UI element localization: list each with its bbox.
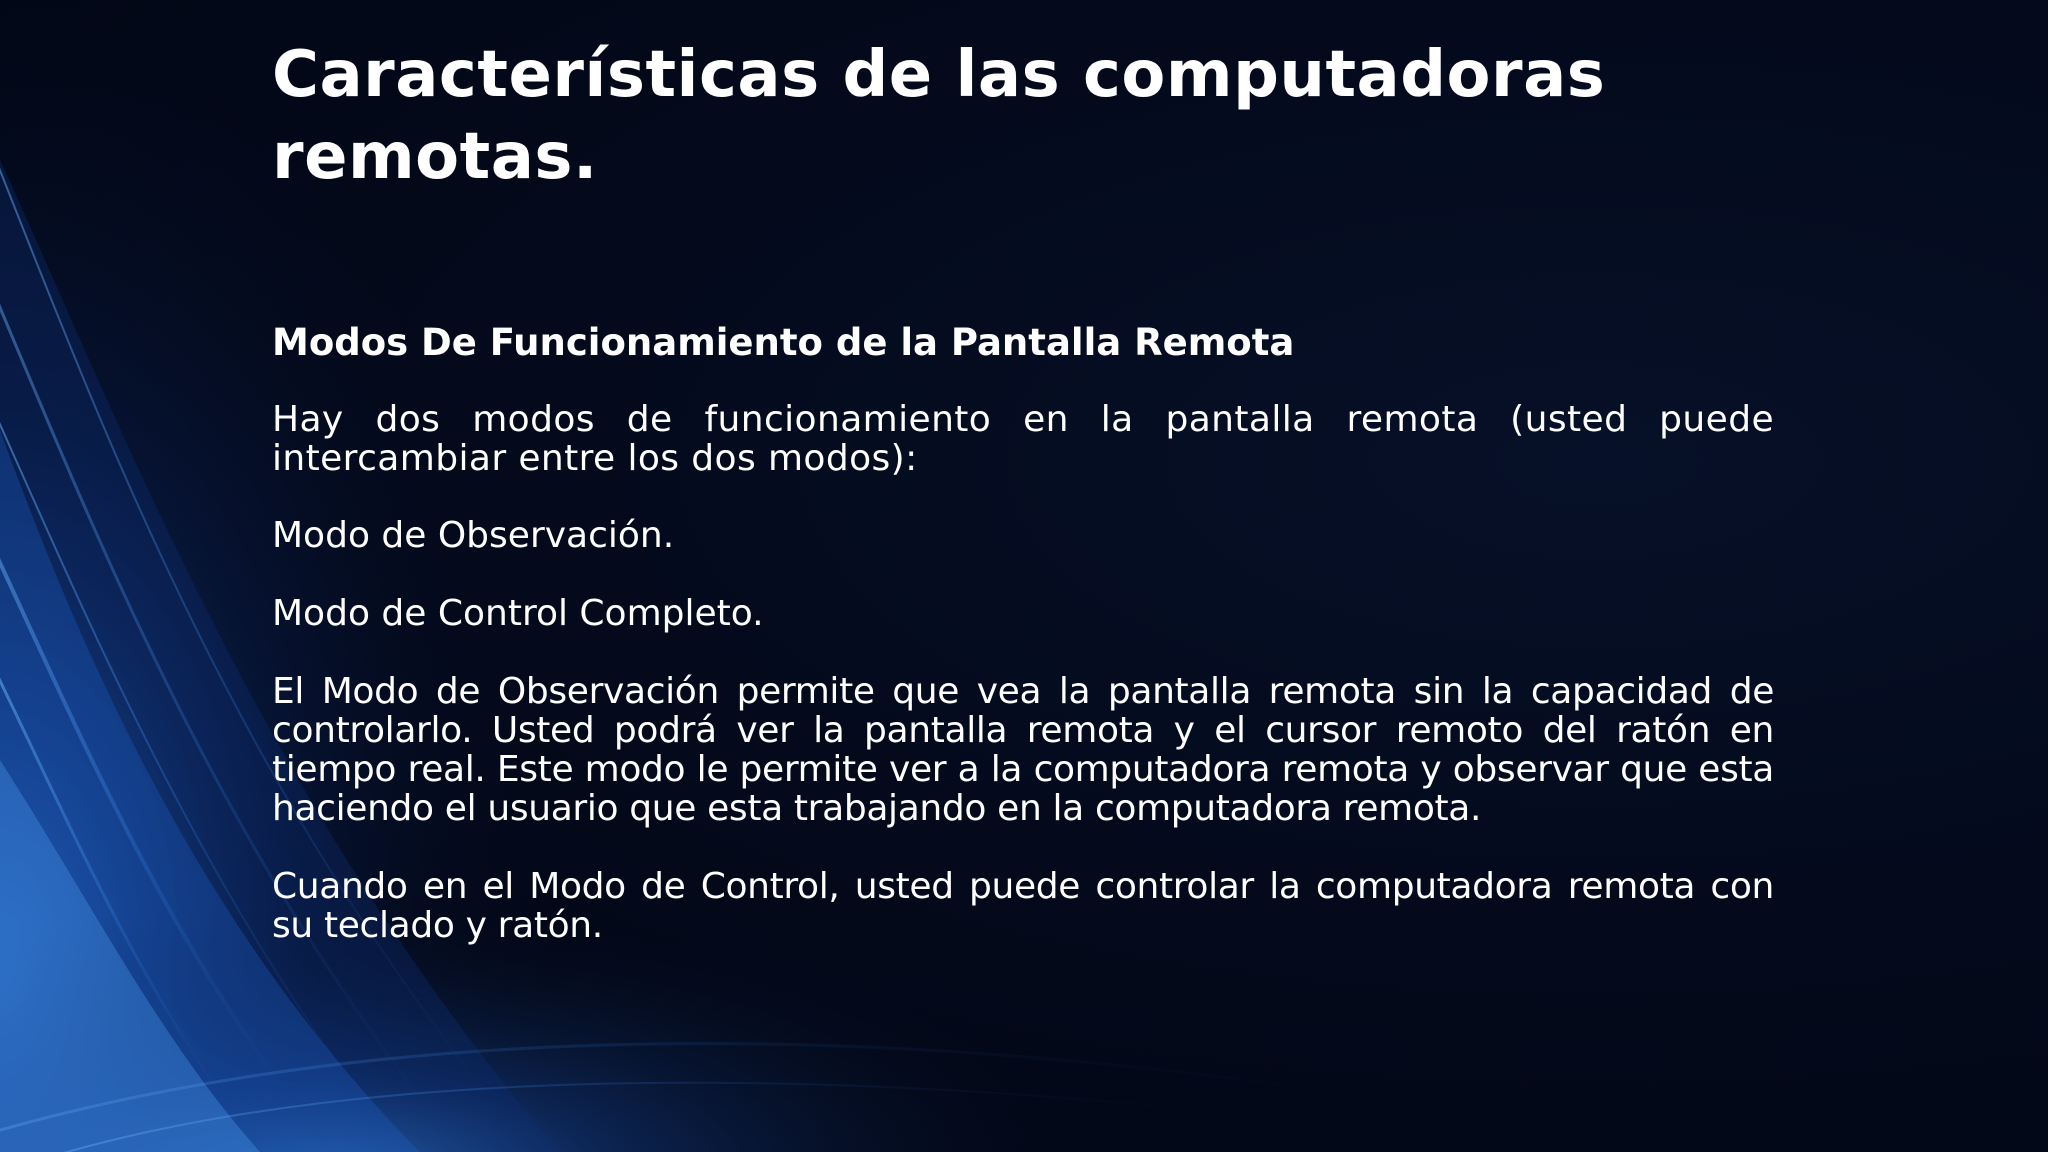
section-heading: Modos De Funcionamiento de la Pantalla Remota <box>272 321 1295 364</box>
mode-observation-item: Modo de Observación. <box>272 515 675 556</box>
mode-control-item: Modo de Control Completo. <box>272 593 764 634</box>
observation-description-paragraph: El Modo de Observación permite que vea la pantalla remota sin la capacidad de controlarlo. Usted podrá ver la pantalla remota y el cursor remoto del ratón en tiempo real. Este modo le permite ver a la computadora remota y observar que esta haciendo el usuario que esta trabajando en la computadora remota. <box>272 671 1774 829</box>
slide-title: Características de las computadoras remotas. <box>272 38 1606 194</box>
intro-paragraph: Hay dos modos de funcionamiento en la pantalla remota (usted puede intercambiar entre los dos modos): <box>272 399 1774 479</box>
control-description-paragraph: Cuando en el Modo de Control, usted puede controlar la computadora remota con su teclado y ratón. <box>272 866 1774 946</box>
